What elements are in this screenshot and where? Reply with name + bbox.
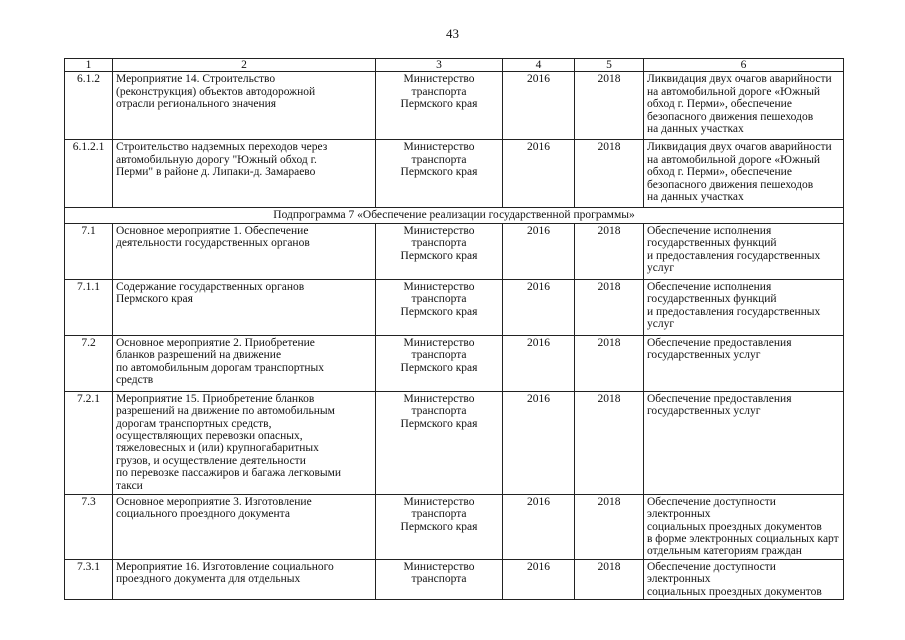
table-body — [65, 59, 844, 600]
end-year: 2018 — [575, 72, 644, 140]
activity-number: 6.1.2 — [65, 72, 113, 140]
activity-number: 7.2.1 — [65, 391, 113, 494]
activity-name: Основное мероприятие 3. Изготовление социального проездного документа — [113, 494, 376, 559]
activity-number: 7.1 — [65, 223, 113, 279]
table-row — [65, 391, 844, 494]
start-year: 2016 — [503, 279, 575, 335]
start-year: 2016 — [503, 140, 575, 208]
end-year: 2018 — [575, 559, 644, 599]
start-year: 2016 — [503, 559, 575, 599]
end-year: 2018 — [575, 140, 644, 208]
responsible-executor: Министерство транспорта Пермского края — [376, 335, 503, 391]
activity-number: 7.3.1 — [65, 559, 113, 599]
column-number-5: 5 — [575, 59, 644, 72]
column-number-2: 2 — [113, 59, 376, 72]
end-year: 2018 — [575, 223, 644, 279]
start-year: 2016 — [503, 335, 575, 391]
expected-result: Обеспечение доступности электронных социальных проездных документов в форме электронных социальных карт отдельным категориям граждан — [644, 494, 844, 559]
activity-name: Мероприятие 14. Строительство (реконструкция) объектов автодорожной отрасли регионального значения — [113, 72, 376, 140]
expected-result: Обеспечение предоставления государственных услуг — [644, 335, 844, 391]
column-number-row — [65, 59, 844, 72]
end-year: 2018 — [575, 279, 644, 335]
expected-result: Ликвидация двух очагов аварийности на автомобильной дороге «Южный обход г. Перми», обеспечение безопасного движения пешеходов на данных участках — [644, 72, 844, 140]
responsible-executor: Министерство транспорта Пермского края — [376, 72, 503, 140]
table-row — [65, 279, 844, 335]
responsible-executor: Министерство транспорта Пермского края — [376, 494, 503, 559]
responsible-executor: Министерство транспорта Пермского края — [376, 223, 503, 279]
activity-name: Мероприятие 15. Приобретение бланков разрешений на движение по автомобильным дорогам транспортных средств, осуществляющих перевозки опасных, тяжеловесных и (или) крупногабаритных грузов, и осуществление деятельности по перевозке пассажиров и багажа легковыми такси — [113, 391, 376, 494]
activity-number: 7.1.1 — [65, 279, 113, 335]
activity-name: Мероприятие 16. Изготовление социального проездного документа для отдельных — [113, 559, 376, 599]
expected-result: Обеспечение доступности электронных социальных проездных документов — [644, 559, 844, 599]
activity-number: 7.2 — [65, 335, 113, 391]
table-row — [65, 494, 844, 559]
column-number-6: 6 — [644, 59, 844, 72]
start-year: 2016 — [503, 494, 575, 559]
program-activities-table — [64, 58, 844, 600]
end-year: 2018 — [575, 391, 644, 494]
column-number-1: 1 — [65, 59, 113, 72]
expected-result: Обеспечение исполнения государственных функций и предоставления государственных услуг — [644, 279, 844, 335]
responsible-executor: Министерство транспорта — [376, 559, 503, 599]
start-year: 2016 — [503, 72, 575, 140]
table-row — [65, 335, 844, 391]
table-row — [65, 72, 844, 140]
activity-name: Содержание государственных органов Пермского края — [113, 279, 376, 335]
expected-result: Обеспечение предоставления государственных услуг — [644, 391, 844, 494]
expected-result: Обеспечение исполнения государственных функций и предоставления государственных услуг — [644, 223, 844, 279]
activity-number: 6.1.2.1 — [65, 140, 113, 208]
end-year: 2018 — [575, 335, 644, 391]
responsible-executor: Министерство транспорта Пермского края — [376, 391, 503, 494]
responsible-executor: Министерство транспорта Пермского края — [376, 279, 503, 335]
expected-result: Ликвидация двух очагов аварийности на автомобильной дороге «Южный обход г. Перми», обеспечение безопасного движения пешеходов на данных участках — [644, 140, 844, 208]
table-row — [65, 559, 844, 599]
responsible-executor: Министерство транспорта Пермского края — [376, 140, 503, 208]
activity-name: Строительство надземных переходов через автомобильную дорогу "Южный обход г. Перми" в районе д. Липаки-д. Замараево — [113, 140, 376, 208]
activity-name: Основное мероприятие 1. Обеспечение деятельности государственных органов — [113, 223, 376, 279]
table-row — [65, 223, 844, 279]
start-year: 2016 — [503, 223, 575, 279]
column-number-3: 3 — [376, 59, 503, 72]
start-year: 2016 — [503, 391, 575, 494]
table-row — [65, 140, 844, 208]
subprogram-row — [65, 208, 844, 223]
activity-number: 7.3 — [65, 494, 113, 559]
column-number-4: 4 — [503, 59, 575, 72]
page-number: 43 — [446, 26, 459, 41]
subprogram-title: Подпрограмма 7 «Обеспечение реализации государственной программы» — [65, 208, 844, 223]
activity-name: Основное мероприятие 2. Приобретение бланков разрешений на движение по автомобильным дорогам транспортных средств — [113, 335, 376, 391]
end-year: 2018 — [575, 494, 644, 559]
